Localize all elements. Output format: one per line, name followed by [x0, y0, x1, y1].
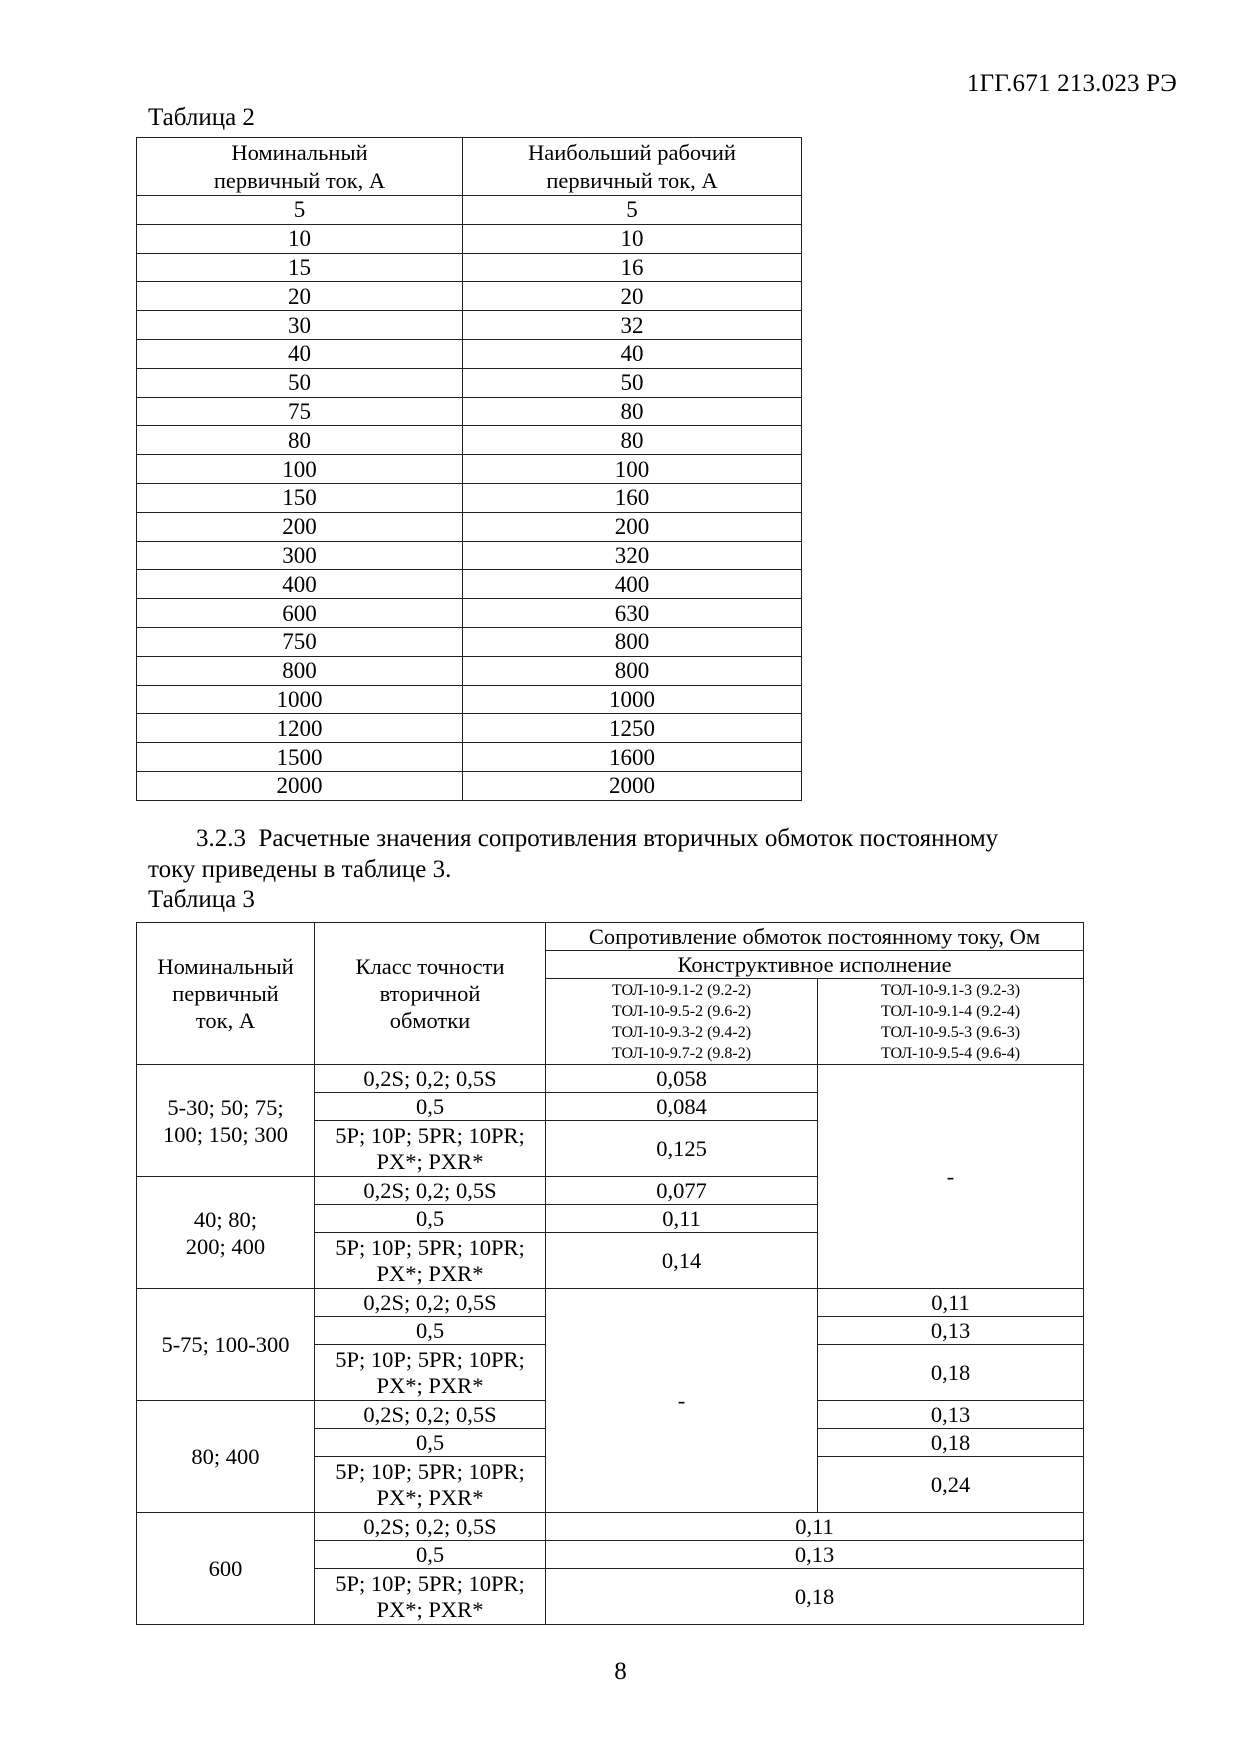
nominal-current-cell: 1000	[137, 685, 463, 714]
model-label: ТОЛ-10-9.3-2 (9.4-2)	[611, 1024, 752, 1041]
table-row	[137, 253, 802, 282]
resistance-b-cell: -	[818, 1065, 1084, 1289]
resistance-b-cell: 0,13	[818, 1401, 1084, 1429]
table-row	[137, 1065, 1084, 1093]
resistance-a-cell: 0,058	[546, 1065, 818, 1093]
cell-line: 5-30; 50; 75;	[167, 1094, 284, 1120]
model-label: ТОЛ-10-9.1-3 (9.2-3)	[880, 982, 1021, 999]
nominal-current-cell: 600	[137, 1513, 315, 1625]
nominal-current-cell: 10	[137, 224, 463, 253]
accuracy-class-cell: 0,5	[315, 1093, 546, 1121]
nominal-current-cell: 75	[137, 397, 463, 426]
nominal-current-cell: 80; 400	[137, 1401, 315, 1513]
table-row	[137, 455, 802, 484]
resistance-b-cell: 0,18	[818, 1345, 1084, 1401]
max-working-current-cell: 80	[463, 397, 802, 426]
table-row	[137, 570, 802, 599]
max-working-current-cell: 160	[463, 483, 802, 512]
resistance-a-cell: 0,125	[546, 1121, 818, 1177]
header-models-b	[818, 979, 1084, 1065]
resistance-merged-cell: 0,18	[546, 1569, 1084, 1625]
resistance-a-cell: 0,14	[546, 1233, 818, 1289]
accuracy-class-cell	[315, 1233, 546, 1289]
table-row	[137, 599, 802, 628]
accuracy-class-cell: 0,5	[315, 1317, 546, 1345]
resistance-a-cell: -	[546, 1289, 818, 1513]
nominal-current-cell: 400	[137, 570, 463, 599]
table-row	[137, 282, 802, 311]
paragraph-text-1: Расчетные значения сопротивления вторичных обмоток постоянному	[258, 825, 999, 852]
nominal-current-cell: 1200	[137, 714, 463, 743]
resistance-a-cell: 0,11	[546, 1205, 818, 1233]
table-2-header-row	[137, 138, 802, 196]
accuracy-class-cell: 0,5	[315, 1429, 546, 1457]
table-3	[136, 922, 1084, 1625]
header-models-a	[546, 979, 818, 1065]
resistance-b-cell: 0,11	[818, 1289, 1084, 1317]
nominal-current-cell: 200	[137, 512, 463, 541]
nominal-current-cell: 300	[137, 541, 463, 570]
accuracy-class-cell	[315, 1457, 546, 1513]
header-line: Номинальный	[231, 139, 368, 165]
header-line: вторичной	[379, 981, 481, 1006]
max-working-current-cell: 800	[463, 656, 802, 685]
paragraph-line-2: току приведены в таблице 3.	[148, 856, 452, 883]
header-resistance: Сопротивление обмоток постоянному току, Ом	[546, 923, 1084, 951]
model-label: ТОЛ-10-9.5-3 (9.6-3)	[880, 1024, 1021, 1041]
nominal-current-cell: 20	[137, 282, 463, 311]
max-working-current-cell: 320	[463, 541, 802, 570]
table-row	[137, 685, 802, 714]
nominal-current-cell	[137, 1177, 315, 1289]
max-working-current-cell: 16	[463, 253, 802, 282]
resistance-a-cell: 0,084	[546, 1093, 818, 1121]
max-working-current-cell: 50	[463, 368, 802, 397]
resistance-merged-cell: 0,13	[546, 1541, 1084, 1569]
header-nominal-current	[137, 138, 463, 196]
header-line: первичный ток, А	[213, 167, 386, 193]
accuracy-class-cell: 0,2S; 0,2; 0,5S	[315, 1513, 546, 1541]
accuracy-class-cell	[315, 1569, 546, 1625]
max-working-current-cell: 32	[463, 311, 802, 340]
accuracy-class-cell	[315, 1121, 546, 1177]
nominal-current-cell: 5-75; 100-300	[137, 1289, 315, 1401]
table-row	[137, 541, 802, 570]
resistance-b-cell: 0,24	[818, 1457, 1084, 1513]
table-3-header-row-1	[137, 923, 1084, 951]
max-working-current-cell: 1250	[463, 714, 802, 743]
table-row	[137, 1513, 1084, 1541]
cell-line: 100; 150; 300	[162, 1121, 288, 1147]
max-working-current-cell: 40	[463, 339, 802, 368]
accuracy-class-cell: 0,2S; 0,2; 0,5S	[315, 1177, 546, 1205]
table-2	[136, 137, 802, 801]
nominal-current-cell: 15	[137, 253, 463, 282]
accuracy-class-cell: 0,5	[315, 1205, 546, 1233]
max-working-current-cell: 630	[463, 599, 802, 628]
nominal-current-cell: 40	[137, 339, 463, 368]
header-line: Наибольший рабочий	[528, 139, 736, 165]
table-row	[137, 483, 802, 512]
max-working-current-cell: 800	[463, 627, 802, 656]
nominal-current-cell: 800	[137, 656, 463, 685]
header-design: Конструктивное исполнение	[546, 951, 1084, 979]
max-working-current-cell: 5	[463, 196, 802, 225]
max-working-current-cell: 100	[463, 455, 802, 484]
table-row	[137, 627, 802, 656]
table-row	[137, 656, 802, 685]
header-line: Номинальный	[157, 954, 294, 979]
page-number: 8	[614, 1658, 627, 1685]
paragraph-line-1	[148, 823, 1148, 854]
resistance-b-cell: 0,18	[818, 1429, 1084, 1457]
model-label: ТОЛ-10-9.5-4 (9.6-4)	[880, 1045, 1021, 1062]
paragraph-3-2-3	[148, 823, 1148, 885]
table-row	[137, 1289, 1084, 1317]
header-max-working-current	[463, 138, 802, 196]
cell-line: PX*; PXR*	[376, 1596, 484, 1622]
header-nominal-current	[137, 923, 315, 1065]
model-label: ТОЛ-10-9.5-2 (9.6-2)	[611, 1003, 752, 1020]
nominal-current-cell: 2000	[137, 771, 463, 800]
header-accuracy-class	[315, 923, 546, 1065]
max-working-current-cell: 2000	[463, 771, 802, 800]
resistance-merged-cell: 0,11	[546, 1513, 1084, 1541]
table-row	[137, 397, 802, 426]
header-line: ток, А	[195, 1008, 256, 1033]
max-working-current-cell: 200	[463, 512, 802, 541]
cell-line: 5P; 10P; 5PR; 10PR;	[335, 1122, 525, 1148]
header-line: первичный ток, А	[546, 167, 718, 193]
accuracy-class-cell: 0,2S; 0,2; 0,5S	[315, 1401, 546, 1429]
table-row	[137, 311, 802, 340]
table-row	[137, 368, 802, 397]
cell-line: 5P; 10P; 5PR; 10PR;	[335, 1570, 525, 1596]
table-row	[137, 771, 802, 800]
max-working-current-cell: 20	[463, 282, 802, 311]
table-3-caption: Таблица 3	[148, 886, 255, 913]
cell-line: 200; 400	[185, 1233, 266, 1259]
cell-line: 5P; 10P; 5PR; 10PR;	[335, 1234, 525, 1260]
header-line: обмотки	[389, 1008, 471, 1033]
max-working-current-cell: 1600	[463, 743, 802, 772]
nominal-current-cell: 150	[137, 483, 463, 512]
nominal-current-cell: 5	[137, 196, 463, 225]
cell-line: PX*; PXR*	[376, 1148, 484, 1174]
max-working-current-cell: 80	[463, 426, 802, 455]
nominal-current-cell: 50	[137, 368, 463, 397]
cell-line: 5P; 10P; 5PR; 10PR;	[335, 1346, 525, 1372]
table-row	[137, 512, 802, 541]
nominal-current-cell: 100	[137, 455, 463, 484]
header-line: первичный	[172, 981, 279, 1006]
cell-line: 5P; 10P; 5PR; 10PR;	[335, 1458, 525, 1484]
header-line: Класс точности	[355, 954, 505, 979]
model-label: ТОЛ-10-9.1-2 (9.2-2)	[611, 982, 752, 999]
model-label: ТОЛ-10-9.7-2 (9.8-2)	[611, 1045, 752, 1062]
cell-line: 40; 80;	[193, 1206, 258, 1232]
resistance-a-cell: 0,077	[546, 1177, 818, 1205]
cell-line: PX*; PXR*	[376, 1372, 484, 1398]
paragraph-number: 3.2.3	[196, 825, 246, 852]
cell-line: PX*; PXR*	[376, 1260, 484, 1286]
nominal-current-cell: 80	[137, 426, 463, 455]
table-row	[137, 426, 802, 455]
nominal-current-cell	[137, 1065, 315, 1177]
nominal-current-cell: 30	[137, 311, 463, 340]
accuracy-class-cell: 0,2S; 0,2; 0,5S	[315, 1065, 546, 1093]
table-row	[137, 196, 802, 225]
max-working-current-cell: 10	[463, 224, 802, 253]
accuracy-class-cell: 0,2S; 0,2; 0,5S	[315, 1289, 546, 1317]
accuracy-class-cell	[315, 1345, 546, 1401]
max-working-current-cell: 1000	[463, 685, 802, 714]
document-code: 1ГГ.671 213.023 РЭ	[966, 70, 1177, 97]
model-label: ТОЛ-10-9.1-4 (9.2-4)	[880, 1003, 1021, 1020]
table-row	[137, 339, 802, 368]
resistance-b-cell: 0,13	[818, 1317, 1084, 1345]
nominal-current-cell: 750	[137, 627, 463, 656]
max-working-current-cell: 400	[463, 570, 802, 599]
accuracy-class-cell: 0,5	[315, 1541, 546, 1569]
table-row	[137, 224, 802, 253]
cell-line: PX*; PXR*	[376, 1484, 484, 1510]
table-2-caption: Таблица 2	[148, 104, 255, 131]
nominal-current-cell: 600	[137, 599, 463, 628]
nominal-current-cell: 1500	[137, 743, 463, 772]
table-row	[137, 714, 802, 743]
table-row	[137, 743, 802, 772]
